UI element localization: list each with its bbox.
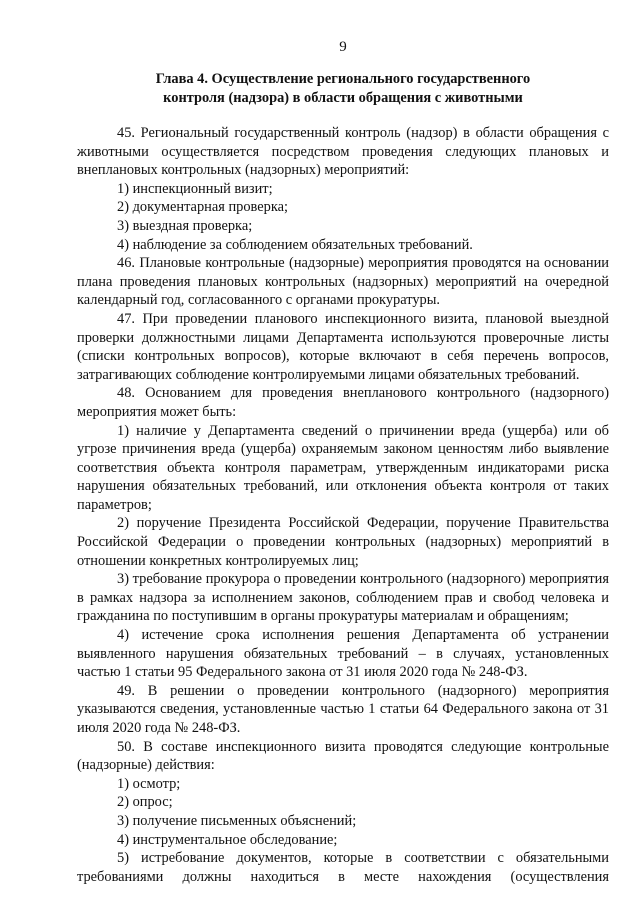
list-item-50-3: 3) получение письменных объяснений; bbox=[117, 812, 357, 829]
document-body bbox=[77, 124, 609, 886]
chapter-title bbox=[77, 70, 609, 107]
paragraph-48: 48. Основанием для проведения внепланового контрольного (надзорного) мероприятия может быть: bbox=[77, 385, 609, 420]
chapter-title-line-1: Глава 4. Осуществление регионального государственного bbox=[155, 71, 531, 87]
paragraph-47: 47. При проведении планового инспекционного визита, плановой выездной проверки должностными лицами Департамента используются проверочные листы (списки контрольных вопросов), которые включают в себя перечень вопросов, затрагивающих соблюдение контролируемыми лицами обязательных требований. bbox=[77, 310, 609, 383]
paragraph-50: 50. В составе инспекционного визита проводятся следующие контрольные (надзорные) действия: bbox=[77, 738, 609, 774]
list-item-50-5: 5) истребование документов, которые в соответствии с обязательными требованиями должны находиться в месте нахождения (осуществления bbox=[77, 850, 609, 885]
paragraph-45: 45. Региональный государственный контроль (надзор) в области обращения с животными осуществляется посредством проведения следующих плановых и внеплановых контрольных (надзорных) мероприятий: bbox=[77, 125, 609, 179]
list-item-documentary-check: 2) документарная проверка; bbox=[117, 199, 288, 216]
list-item-48-4: 4) истечение срока исполнения решения Департамента об устранении выявленного нарушения обязательных требований – в случаях, установленных частью 1 статьи 95 Федерального закона от 31 июля 2020 года № 248-ФЗ. bbox=[77, 627, 609, 681]
paragraph-49: 49. В решении о проведении контрольного (надзорного) мероприятия указываются сведения, установленные частью 1 статьи 64 Федерального закона от 31 июля 2020 года № 248-ФЗ. bbox=[77, 682, 609, 736]
paragraph-46: 46. Плановые контрольные (надзорные) мероприятия проводятся на основании плана проведения плановых контрольных (надзорных) мероприятий на очередной календарный год, согласованного с органами прокуратуры. bbox=[77, 255, 609, 309]
list-item-observation: 4) наблюдение за соблюдением обязательных требований. bbox=[117, 236, 473, 253]
page-number: 9 bbox=[339, 39, 347, 55]
list-item-48-3: 3) требование прокурора о проведении контрольного (надзорного) мероприятия в рамках надзора за исполнением законов, соблюдением прав и свобод человека и гражданина по поступившим в органы прокуратуры материалам и обращениям; bbox=[77, 571, 609, 625]
list-item-field-check: 3) выездная проверка; bbox=[117, 217, 253, 234]
list-item-50-1: 1) осмотр; bbox=[117, 775, 181, 792]
list-item-50-2: 2) опрос; bbox=[117, 794, 173, 811]
list-item-inspection-visit: 1) инспекционный визит; bbox=[117, 180, 273, 197]
document-page bbox=[77, 38, 609, 886]
chapter-title-line-2: контроля (надзора) в области обращения с животными bbox=[163, 89, 523, 106]
list-item-50-4: 4) инструментальное обследование; bbox=[117, 831, 338, 848]
list-item-48-1: 1) наличие у Департамента сведений о причинении вреда (ущерба) или об угрозе причинения вреда (ущерба) охраняемым законом ценностям либо выявление соответствия объекта контроля параметрам, утвержденным индикаторами риска нарушения обязательных требований, или отклонения объекта контроля от таких параметров; bbox=[77, 422, 609, 513]
list-item-48-2: 2) поручение Президента Российской Федерации, поручение Правительства Российской Федерации о проведении контрольных (надзорных) мероприятий в отношении конкретных контролируемых лиц; bbox=[77, 515, 609, 569]
